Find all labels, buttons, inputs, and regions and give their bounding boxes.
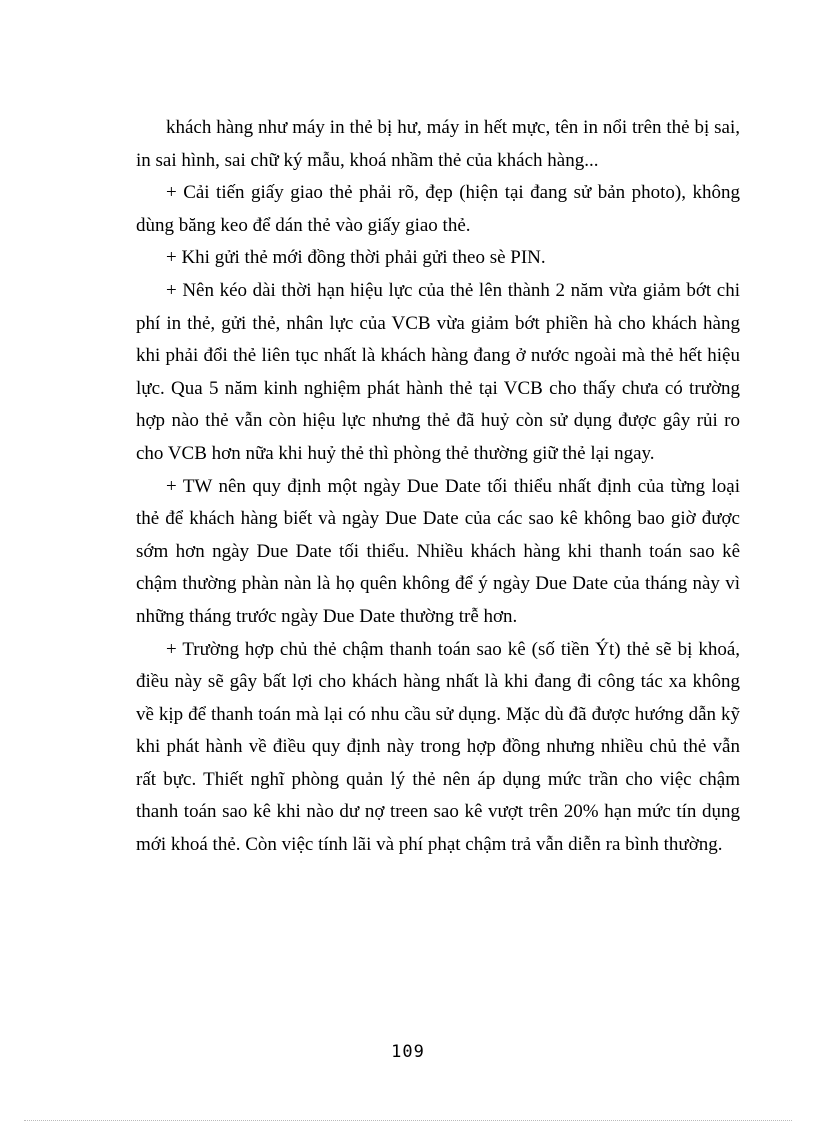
page-number: 109 (391, 1042, 425, 1062)
paragraph-due-date: + TW nên quy định một ngày Due Date tối thiểu nhất định của từng loại thẻ để khách hàng biết và ngày Due Date của các sao kê không bao giờ được sớm hơn ngày Due Date tối thiểu. Nhiều khách hàng khi thanh toán sao kê chậm thường phàn nàn là họ quên không để ý ngày Due Date của tháng này vì những tháng trước ngày Due Date thường trễ hơn. (136, 475, 740, 627)
paragraph-card-validity: + Nên kéo dài thời hạn hiệu lực của thẻ lên thành 2 năm vừa giảm bớt chi phí in thẻ, gửi thẻ, nhân lực của VCB vừa giảm bớt phiền hà cho khách hàng khi phải đổi thẻ liên tục nhất là khách hàng đang ở nước ngoài mà thẻ hết hiệu lực. Qua 5 năm kinh nghiệm phát hành thẻ tại VCB cho thấy chưa có trường hợp nào thẻ vẫn còn hiệu lực nhưng thẻ đã huỷ còn sử dụng được gây rủi ro cho VCB hơn nữa khi huỷ thẻ thì phòng thẻ thường giữ thẻ lại ngay. (136, 279, 740, 464)
paragraph-continuation: khách hàng như máy in thẻ bị hư, máy in hết mực, tên in nổi trên thẻ bị sai, in sai hình, sai chữ ký mẫu, khoá nhầm thẻ của khách hàng... (136, 117, 740, 171)
document-body (136, 112, 740, 862)
footer-divider (24, 1120, 792, 1121)
paragraph-late-payment: + Trường hợp chủ thẻ chậm thanh toán sao kê (số tiền Ýt) thẻ sẽ bị khoá, điều này sẽ gây bất lợi cho khách hàng nhất là khi đang đi công tác xa không về kịp để thanh toán mà lại có nhu cầu sử dụng. Mặc dù đã được hướng dẫn kỹ khi phát hành về điều quy định này trong hợp đồng nhưng nhiều chủ thẻ vẫn rất bực. Thiết nghĩ phòng quản lý thẻ nên áp dụng mức trần cho việc chậm thanh toán sao kê khi nào dư nợ treen sao kê vượt trên 20% hạn mức tín dụng mới khoá thẻ. Còn việc tính lãi và phí phạt chậm trả vẫn diễn ra bình thường. (136, 638, 740, 856)
paragraph-card-delivery-paper: + Cải tiến giấy giao thẻ phải rõ, đẹp (hiện tại đang sử bản photo), không dùng băng keo để dán thẻ vào giấy giao thẻ. (136, 182, 740, 236)
paragraph-pin-mailing: + Khi gửi thẻ mới đồng thời phải gửi theo sè PIN. (166, 247, 546, 269)
